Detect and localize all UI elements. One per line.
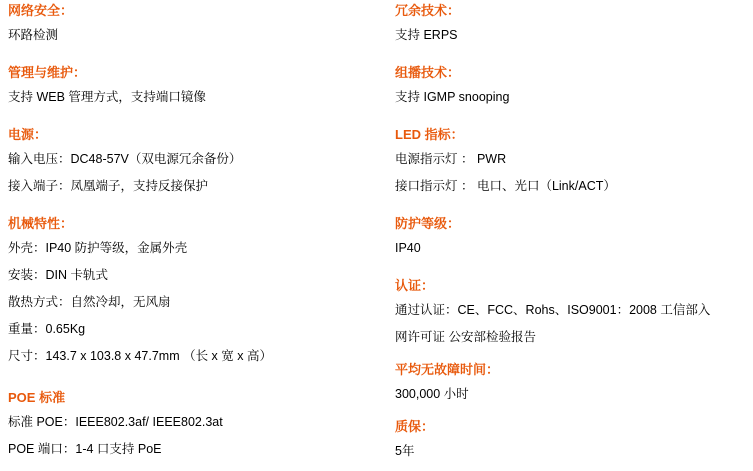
- spec-block-warranty: [395, 416, 745, 466]
- section-heading: 平均无故障时间：: [395, 362, 500, 377]
- spacer: [395, 112, 745, 124]
- section-heading: LED 指标：: [395, 127, 464, 142]
- spec-block-management: [8, 62, 388, 112]
- section-line: 通过认证：CE、FCC、Rohs、ISO9001：2008 工信部入: [395, 303, 711, 317]
- section-line: 接入端子：凤凰端子，支持反接保护: [8, 179, 209, 193]
- section-heading: 网络安全：: [8, 3, 74, 18]
- section-line: 电源指示灯 ： PWR: [395, 152, 507, 166]
- section-heading: 冗余技术：: [395, 3, 461, 18]
- spacer: [8, 50, 388, 62]
- section-line: 尺寸：143.7 x 103.8 x 47.7mm （长 x 宽 x 高）: [8, 349, 272, 363]
- spec-block-network-security: [8, 0, 388, 50]
- spec-block-poe-standard: [8, 387, 388, 464]
- section-line: 5年: [395, 444, 415, 458]
- spec-block-power: [8, 124, 388, 201]
- section-heading: 机械特性：: [8, 216, 74, 231]
- spec-block-mtbf: [395, 359, 745, 409]
- section-line: 标准 POE：IEEE802.3af/ IEEE802.3at: [8, 415, 223, 429]
- section-heading: POE 标准: [8, 390, 66, 405]
- section-line: 支持 ERPS: [395, 28, 458, 42]
- section-line: 环路检测: [8, 28, 59, 42]
- section-heading: 认证：: [395, 278, 435, 293]
- section-line: 输入电压：DC48-57V（双电源冗余备份）: [8, 152, 242, 166]
- section-line: 300,000 小时: [395, 387, 469, 401]
- section-heading: 组播技术：: [395, 65, 461, 80]
- section-line: 支持 IGMP snooping: [395, 90, 510, 104]
- section-line: 支持 WEB 管理方式，支持端口镜像: [8, 90, 206, 104]
- section-line: 接口指示灯 ： 电口、光口（Link/ACT）: [395, 179, 616, 193]
- section-line: 安装：DIN 卡轨式: [8, 268, 109, 282]
- spacer: [8, 201, 388, 213]
- section-line: 网许可证 公安部检验报告: [395, 330, 536, 344]
- spacer: [395, 50, 745, 62]
- section-line: POE 端口：1-4 口支持 PoE: [8, 442, 162, 456]
- spec-block-certification: [395, 275, 745, 352]
- right-column: [395, 0, 745, 466]
- section-line: 外壳：IP40 防护等级，金属外壳: [8, 241, 188, 255]
- section-heading: 防护等级：: [395, 216, 461, 231]
- spacer: [8, 371, 388, 387]
- section-heading: 管理与维护：: [8, 65, 87, 80]
- spacer: [395, 263, 745, 275]
- spec-block-led: [395, 124, 745, 201]
- spacer: [395, 201, 745, 213]
- spec-block-redundancy: [395, 0, 745, 50]
- spacer: [395, 352, 745, 359]
- left-column: [8, 0, 388, 464]
- section-line: 散热方式：自然冷却，无风扇: [8, 295, 171, 309]
- spec-block-mechanical: [8, 213, 388, 371]
- spec-block-multicast: [395, 62, 745, 112]
- spec-block-protection-level: [395, 213, 745, 263]
- section-line: 重量：0.65Kg: [8, 322, 86, 336]
- spacer: [395, 409, 745, 416]
- spacer: [8, 112, 388, 124]
- section-line: IP40: [395, 241, 421, 255]
- section-heading: 电源：: [8, 127, 48, 142]
- section-heading: 质保：: [395, 419, 435, 434]
